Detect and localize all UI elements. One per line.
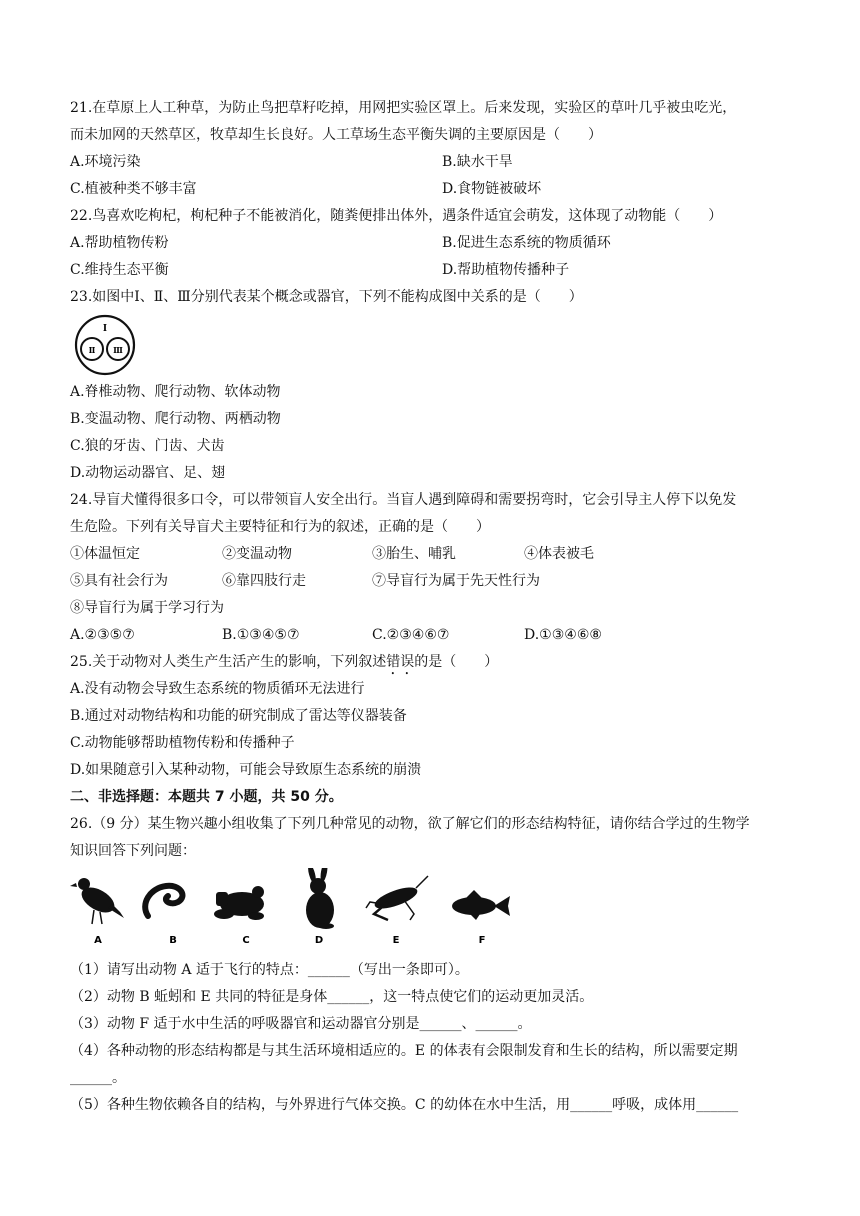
animal-label-c: C	[242, 935, 250, 946]
q24-option-a: A.②③⑤⑦	[70, 627, 135, 643]
q23-option-b: B.变温动物、爬行动物、两栖动物	[70, 411, 281, 427]
q25-option-c: C.动物能够帮助植物传粉和传播种子	[70, 735, 295, 751]
q21-options-row1	[70, 152, 513, 172]
q24-item-6: ⑥靠四肢行走	[222, 573, 306, 589]
animal-label-b: B	[169, 935, 177, 946]
q26-part-4-line2: ______。	[70, 1070, 126, 1086]
q25-option-d: D.如果随意引入某种动物，可能会导致原生态系统的崩溃	[70, 762, 422, 778]
q24-item-1: ①体温恒定	[70, 546, 140, 562]
grasshopper-silhouette-e	[366, 876, 428, 920]
q25-stem-emphasis: 错误	[386, 654, 415, 670]
bird-silhouette-a	[70, 878, 124, 924]
q23-option-d: D.动物运动器官、足、翅	[70, 465, 226, 481]
q21-option-b: B.缺水干旱	[442, 154, 513, 170]
q24-item-3: ③胎生、哺乳	[372, 546, 456, 562]
animal-label-a: A	[94, 935, 102, 946]
q21-option-c: C.植被种类不够丰富	[70, 181, 197, 197]
q24-item-8: ⑧导盲行为属于学习行为	[70, 600, 224, 616]
q23-option-c: C.狼的牙齿、门齿、犬齿	[70, 438, 225, 454]
animal-label-f: F	[478, 935, 486, 946]
animal-label-e: E	[392, 935, 400, 946]
q21-stem-line1: 21.在草原上人工种草，为防止鸟把草籽吃掉，用网把实验区罩上。后来发现，实验区的草叶几乎被虫吃光，	[70, 100, 737, 116]
q25-stem-pre: 25.关于动物对人类生产生活产生的影响，下列叙述	[70, 654, 387, 670]
q24-item-7: ⑦导盲行为属于先天性行为	[372, 573, 540, 589]
animal-label-d: D	[314, 935, 324, 946]
q24-option-c: C.②③④⑥⑦	[372, 627, 450, 643]
right-circle-label: Ⅲ	[113, 345, 123, 355]
q24-stem-line2: 生危险。下列有关导盲犬主要特征和行为的叙述，正确的是（ ）	[70, 519, 490, 535]
frog-silhouette-c	[214, 886, 264, 920]
q26-part-4-line1: （4）各种动物的形态结构都是与其生活环境相适应的。E 的体表有会限制发育和生长的结构，所以需要定期	[70, 1043, 738, 1059]
q21-stem-line2: 而未加网的天然草区，牧草却生长良好。人工草场生态平衡失调的主要原因是（ ）	[70, 127, 602, 143]
q21-option-d: D.食物链被破坏	[442, 181, 542, 197]
q24-option-d: D.①③④⑥⑧	[524, 627, 602, 643]
q23-option-a: A.脊椎动物、爬行动物、软体动物	[70, 384, 281, 400]
q22-option-a: A.帮助植物传粉	[70, 235, 169, 251]
q22-options-row2	[70, 260, 570, 280]
q22-stem: 22.鸟喜欢吃枸杞，枸杞种子不能被消化，随粪便排出体外，遇条件适宜会萌发，这体现了动物能（ ）	[70, 208, 723, 224]
outer-circle-label: Ⅰ	[102, 324, 108, 334]
q21-option-a: A.环境污染	[70, 154, 141, 170]
q24-stem-line1: 24.导盲犬懂得很多口令，可以带领盲人安全出行。当盲人遇到障碍和需要拐弯时，它会引导主人停下以免发	[70, 492, 737, 508]
q24-item-4: ④体表被毛	[524, 546, 594, 562]
q23-stem: 23.如图中Ⅰ、Ⅱ、Ⅲ分别代表某个概念或器官，下列不能构成图中关系的是（ ）	[70, 289, 583, 305]
animal-silhouettes-figure	[70, 868, 530, 958]
q21-options-row2	[70, 179, 542, 199]
q26-part-3: （3）动物 F 适于水中生活的呼吸器官和运动器官分别是______、______。	[70, 1016, 532, 1032]
q24-item-5: ⑤具有社会行为	[70, 573, 168, 589]
q22-option-b: B.促进生态系统的物质循环	[442, 235, 611, 251]
q24-item-2: ②变温动物	[222, 546, 292, 562]
fish-silhouette-f	[452, 890, 510, 920]
q25-stem	[70, 652, 498, 678]
q26-stem-line2: 知识回答下列问题：	[70, 843, 196, 859]
q25-option-b: B.通过对动物结构和功能的研究制成了雷达等仪器装备	[70, 708, 407, 724]
q25-stem-post: 的是（ ）	[414, 654, 499, 670]
q22-options-row1	[70, 233, 611, 253]
q26-part-5: （5）各种生物依赖各自的结构，与外界进行气体交换。C 的幼体在水中生活，用______呼吸，成体用______	[70, 1097, 739, 1113]
q26-stem-line1: 26.（9 分）某生物兴趣小组收集了下列几种常见的动物，欲了解它们的形态结构特征，请你结合学过的生物学	[70, 816, 750, 832]
earthworm-silhouette-b	[145, 886, 182, 916]
concept-circle-diagram	[70, 314, 140, 376]
rabbit-silhouette-d	[306, 868, 334, 929]
q26-part-2: （2）动物 B 蚯蚓和 E 共同的特征是身体______，这一特点使它们的运动更加灵活。	[70, 989, 594, 1005]
left-circle-label: Ⅱ	[88, 345, 96, 355]
q22-option-c: C.维持生态平衡	[70, 262, 169, 278]
q22-option-d: D.帮助植物传播种子	[442, 262, 570, 278]
section-heading: 二、非选择题：本题共 7 小题，共 50 分。	[70, 789, 343, 805]
q26-part-1: （1）请写出动物 A 适于飞行的特点：______（写出一条即可）。	[70, 962, 469, 978]
q24-option-b: B.①③④⑤⑦	[222, 627, 300, 643]
q25-option-a: A.没有动物会导致生态系统的物质循环无法进行	[70, 681, 365, 697]
